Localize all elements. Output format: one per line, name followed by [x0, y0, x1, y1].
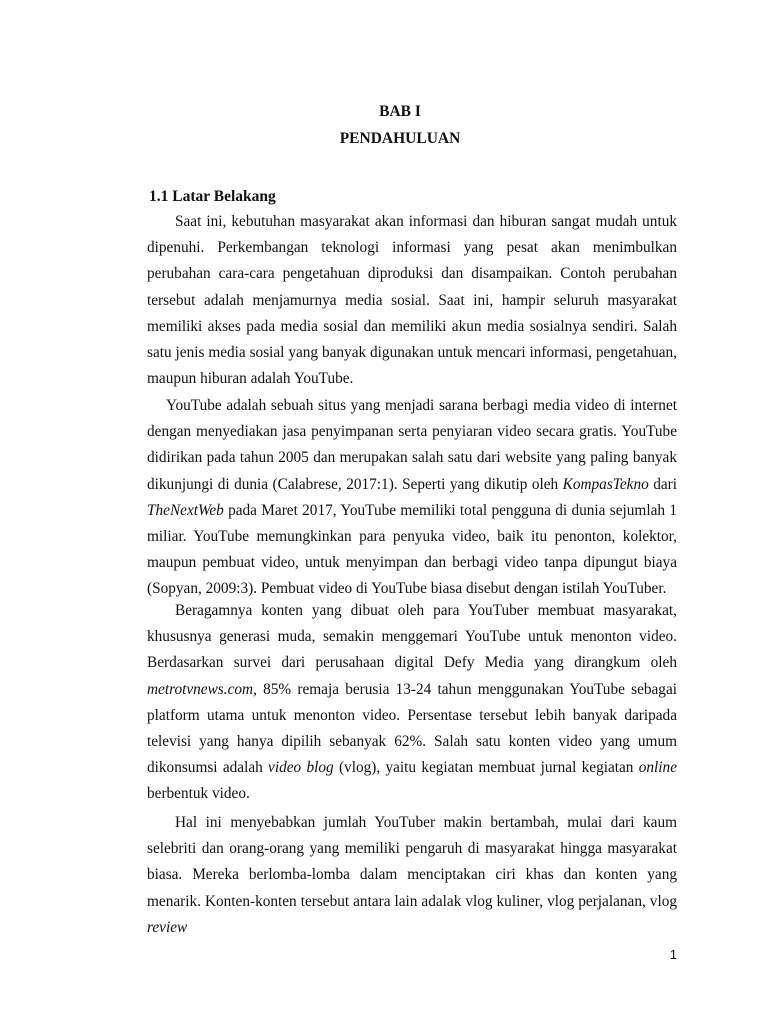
paragraph-4-italic-review: review — [147, 918, 188, 936]
paragraph-3 — [147, 598, 677, 808]
paragraph-2-italic-kompastekno: KompasTekno — [562, 475, 649, 493]
paragraph-2-italic-thenextweb: TheNextWeb — [147, 501, 224, 519]
paragraph-4-text-1: Hal ini menyebabkan jumlah YouTuber makin bertambah, mulai dari kaum selebriti dan orang-orang yang memiliki pengaruh di masyarakat hingga masyarakat biasa. Mereka berlomba-lomba dalam menciptakan ciri khas dan konten yang menarik. Konten-konten tersebut antara lain adalak vlog kuliner, vlog perjalanan, vlog — [147, 814, 677, 910]
paragraph-3-text-2: , 85% remaja berusia 13-24 tahun menggunakan YouTube sebagai platform utama untuk menonton video. Persentase tersebut lebih banyak daripada televisi yang hanya dipilih sebanyak 62%. Salah satu konten video yang umum dikonsumsi adalah — [147, 680, 677, 777]
paragraph-3-text-4: berbentuk video. — [147, 785, 250, 803]
page-number: 1 — [669, 947, 677, 962]
paragraph-3-italic-metrotvnews: metrotvnews.com — [147, 680, 254, 698]
paragraph-2-text-1: YouTube adalah sebuah situs yang menjadi sarana berbagi media video di internet dengan menyediakan jasa penyimpanan serta penyiaran video secara gratis. YouTube didirikan pada tahun 2005 dan merupakan salah satu dari website yang paling banyak dikunjungi di dunia (Calabrese, 2017:1). Seperti yang dikutip oleh — [147, 397, 677, 493]
section-heading: 1.1 Latar Belakang — [149, 188, 276, 205]
paragraph-3-italic-video-blog: video blog — [268, 759, 334, 777]
paragraph-2-text-2: dari — [648, 475, 677, 493]
paragraph-4 — [147, 810, 677, 941]
chapter-title: PENDAHULUAN — [339, 130, 461, 147]
paragraph-3-italic-online: online — [638, 759, 677, 777]
paragraph-2-text-3: pada Maret 2017, YouTube memiliki total pengguna di dunia sejumlah 1 miliar. YouTube memungkinkan para penyuka video, baik itu penonton, kolektor, maupun pembuat video, untuk menyimpan dan berbagi video tanpa dipungut biaya (Sopyan, 2009:3). Pembuat video di YouTube biasa disebut dengan istilah YouTuber. — [147, 501, 677, 598]
paragraph-3-text-1: Beragamnya konten yang dibuat oleh para YouTuber membuat masyarakat, khususnya generasi muda, semakin menggemari YouTube untuk menonton video. Berdasarkan survei dari perusahaan digital Defy Media yang dirangkum oleh — [147, 602, 677, 672]
chapter-number: BAB I — [379, 103, 421, 120]
paragraph-3-text-3: (vlog), yaitu kegiatan membuat jurnal kegiatan — [333, 759, 639, 777]
paragraph-1: Saat ini, kebutuhan masyarakat akan informasi dan hiburan sangat mudah untuk dipenuhi. Perkembangan teknologi informasi yang pesat akan menimbulkan perubahan cara-cara pengetahuan diproduksi dan disampaikan. Contoh perubahan tersebut adalah menjamurnya media sosial. Saat ini, hampir seluruh masyarakat memiliki akses pada media sosial dan memiliki akun media sosialnya sendiri. Salah satu jenis media sosial yang banyak digunakan untuk mencari informasi, pengetahuan, maupun hiburan adalah YouTube. — [147, 213, 677, 388]
paragraph-2 — [147, 393, 677, 603]
